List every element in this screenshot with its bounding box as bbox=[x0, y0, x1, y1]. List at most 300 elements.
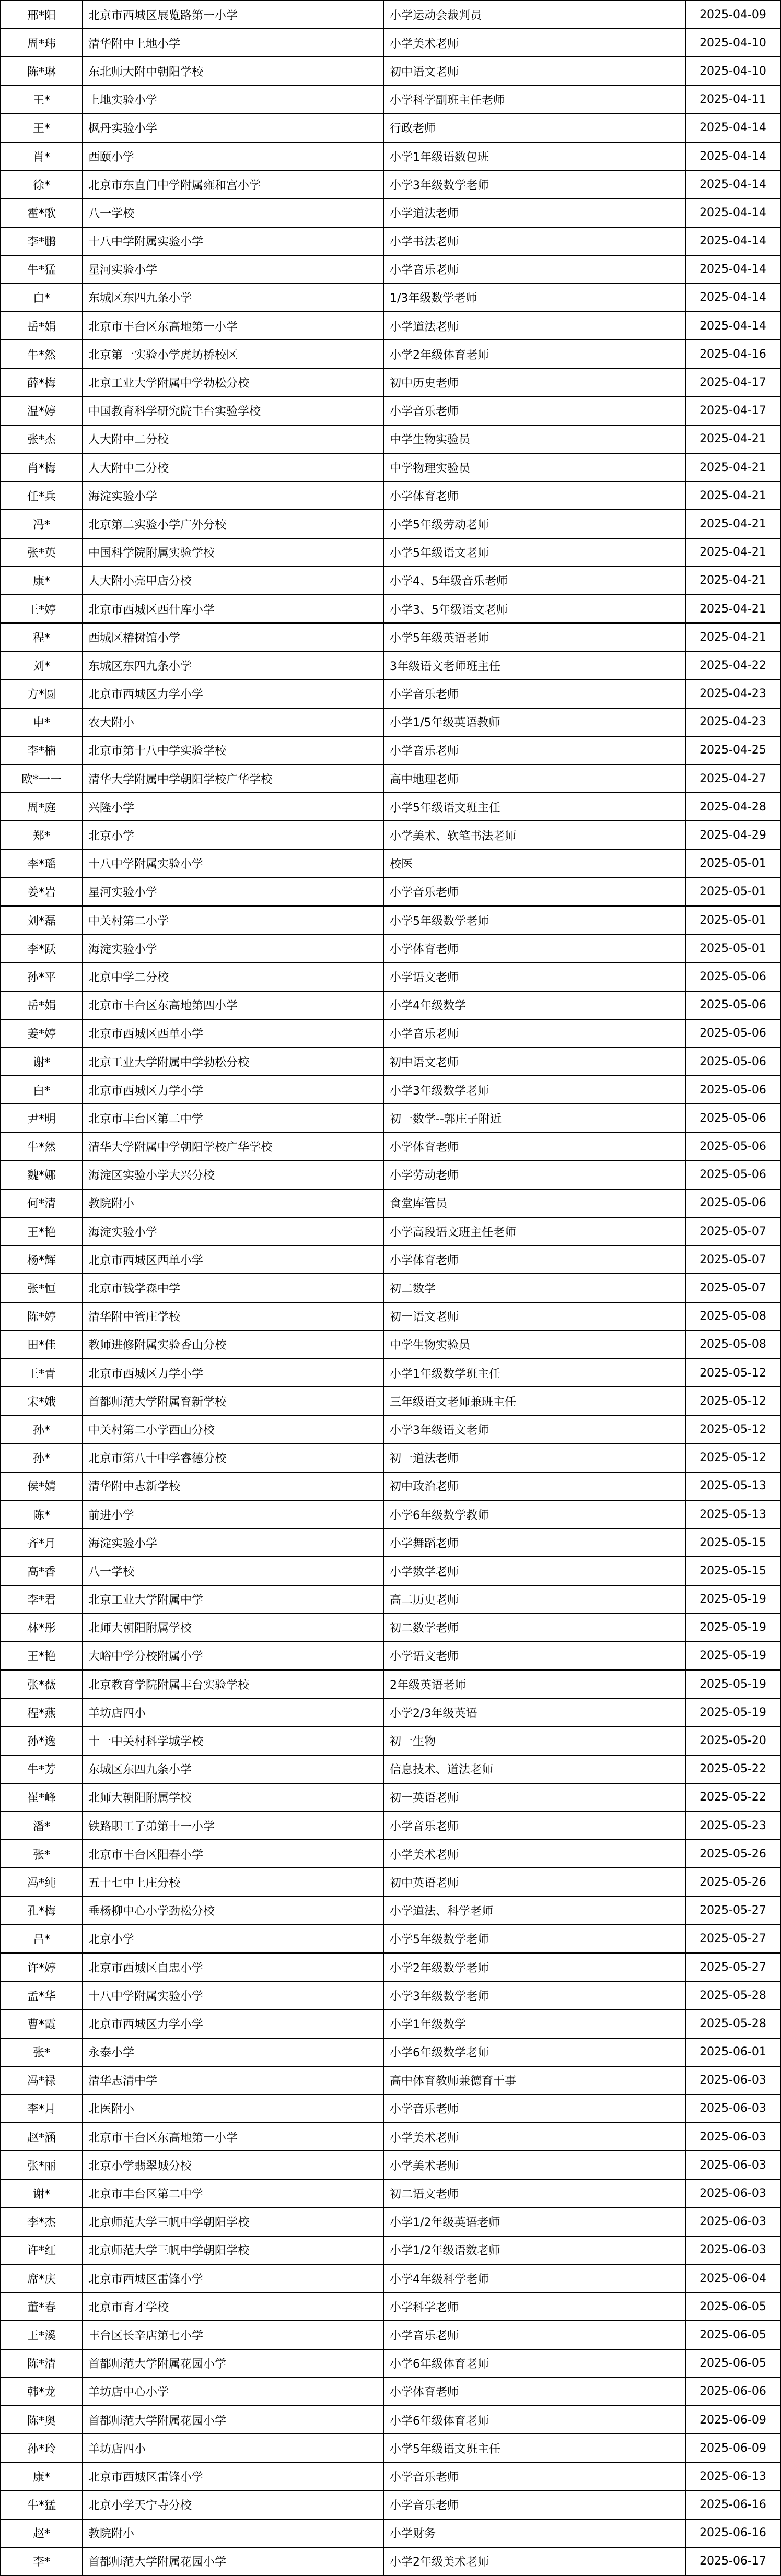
position-cell: 小学音乐老师 bbox=[384, 255, 685, 284]
teacher-name-cell: 杨*辉 bbox=[1, 1245, 83, 1274]
teacher-name-cell: 宋*娥 bbox=[1, 1387, 83, 1415]
table-row bbox=[1, 1048, 780, 1076]
position-cell: 小学2/3年级英语 bbox=[384, 1698, 685, 1726]
school-cell: 北京市第十八中学实验学校 bbox=[83, 736, 384, 764]
teacher-name-cell: 王*青 bbox=[1, 1359, 83, 1387]
table-row bbox=[1, 2179, 780, 2207]
school-cell: 北京市丰台区阳春小学 bbox=[83, 1840, 384, 1868]
date-cell: 2025-04-11 bbox=[685, 86, 780, 114]
school-cell: 首都师范大学附属花园小学 bbox=[83, 2547, 384, 2575]
position-cell: 小学道法老师 bbox=[384, 312, 685, 340]
date-cell: 2025-04-21 bbox=[685, 481, 780, 510]
position-cell: 中学物理实验员 bbox=[384, 453, 685, 481]
school-cell: 枫丹实验小学 bbox=[83, 114, 384, 142]
date-cell: 2025-04-10 bbox=[685, 29, 780, 57]
date-cell: 2025-06-09 bbox=[685, 2434, 780, 2462]
date-cell: 2025-06-03 bbox=[685, 2236, 780, 2264]
school-cell: 海淀实验小学 bbox=[83, 1528, 384, 1557]
table-row bbox=[1, 1642, 780, 1670]
position-cell: 小学2年级数学老师 bbox=[384, 1953, 685, 1981]
school-cell: 北京市西城区雷锋小学 bbox=[83, 2264, 384, 2292]
table-row bbox=[1, 1331, 780, 1359]
table-row bbox=[1, 397, 780, 425]
position-cell: 小学财务 bbox=[384, 2519, 685, 2547]
table-row bbox=[1, 1868, 780, 1896]
school-cell: 清华附中志新学校 bbox=[83, 1472, 384, 1500]
position-cell: 1/3年级数学老师 bbox=[384, 284, 685, 312]
date-cell: 2025-05-06 bbox=[685, 962, 780, 991]
teacher-name-cell: 薛*梅 bbox=[1, 368, 83, 396]
teacher-name-cell: 冯* bbox=[1, 510, 83, 538]
table-row bbox=[1, 114, 780, 142]
table-row bbox=[1, 1133, 780, 1161]
table-row bbox=[1, 1981, 780, 2009]
table-row bbox=[1, 2123, 780, 2151]
teacher-name-cell: 牛*然 bbox=[1, 1133, 83, 1161]
teacher-name-cell: 牛*猛 bbox=[1, 2491, 83, 2519]
school-cell: 北医附小 bbox=[83, 2095, 384, 2123]
table-row bbox=[1, 1189, 780, 1217]
teacher-name-cell: 许*红 bbox=[1, 2236, 83, 2264]
position-cell: 初中英语老师 bbox=[384, 1868, 685, 1896]
school-cell: 海淀区实验小学大兴分校 bbox=[83, 1161, 384, 1189]
date-cell: 2025-05-08 bbox=[685, 1302, 780, 1331]
position-cell: 小学美术、软笔书法老师 bbox=[384, 821, 685, 849]
position-cell: 小学语文老师 bbox=[384, 962, 685, 991]
table-row bbox=[1, 1359, 780, 1387]
table-row bbox=[1, 1953, 780, 1981]
date-cell: 2025-04-21 bbox=[685, 453, 780, 481]
table-row bbox=[1, 2151, 780, 2179]
position-cell: 高中地理老师 bbox=[384, 764, 685, 793]
date-cell: 2025-05-19 bbox=[685, 1614, 780, 1642]
table-row bbox=[1, 510, 780, 538]
date-cell: 2025-05-13 bbox=[685, 1472, 780, 1500]
teacher-name-cell: 孟*华 bbox=[1, 1981, 83, 2009]
table-row bbox=[1, 623, 780, 651]
position-cell: 小学美术老师 bbox=[384, 2123, 685, 2151]
date-cell: 2025-04-21 bbox=[685, 595, 780, 623]
date-cell: 2025-06-03 bbox=[685, 2095, 780, 2123]
teacher-name-cell: 陈*奥 bbox=[1, 2406, 83, 2434]
date-cell: 2025-04-25 bbox=[685, 736, 780, 764]
teacher-name-cell: 岳*娟 bbox=[1, 991, 83, 1019]
table-row bbox=[1, 538, 780, 567]
school-cell: 十八中学附属实验小学 bbox=[83, 850, 384, 878]
teacher-name-cell: 孙*逸 bbox=[1, 1726, 83, 1755]
table-row bbox=[1, 2095, 780, 2123]
date-cell: 2025-04-14 bbox=[685, 284, 780, 312]
school-cell: 北京教育学院附属丰台实验学校 bbox=[83, 1670, 384, 1698]
school-cell: 北京第二实验小学广外分校 bbox=[83, 510, 384, 538]
position-cell: 中学生物实验员 bbox=[384, 425, 685, 453]
date-cell: 2025-04-21 bbox=[685, 623, 780, 651]
position-cell: 小学3年级数学老师 bbox=[384, 1981, 685, 2009]
position-cell: 小学音乐老师 bbox=[384, 736, 685, 764]
date-cell: 2025-05-27 bbox=[685, 1953, 780, 1981]
table-row bbox=[1, 312, 780, 340]
position-cell: 行政老师 bbox=[384, 114, 685, 142]
teacher-name-cell: 韩*龙 bbox=[1, 2378, 83, 2406]
position-cell: 小学科学副班主任老师 bbox=[384, 86, 685, 114]
teacher-name-cell: 李*跃 bbox=[1, 934, 83, 962]
date-cell: 2025-05-15 bbox=[685, 1557, 780, 1585]
position-cell: 小学体育老师 bbox=[384, 1133, 685, 1161]
teacher-name-cell: 王* bbox=[1, 86, 83, 114]
date-cell: 2025-05-19 bbox=[685, 1670, 780, 1698]
table-row bbox=[1, 1415, 780, 1443]
date-cell: 2025-06-03 bbox=[685, 2208, 780, 2236]
date-cell: 2025-05-20 bbox=[685, 1726, 780, 1755]
school-cell: 羊坊店四小 bbox=[83, 2434, 384, 2462]
position-cell: 小学6年级体育老师 bbox=[384, 2406, 685, 2434]
position-cell: 3年级语文老师班主任 bbox=[384, 651, 685, 679]
position-cell: 小学音乐老师 bbox=[384, 1812, 685, 1840]
date-cell: 2025-04-21 bbox=[685, 538, 780, 567]
date-cell: 2025-04-28 bbox=[685, 793, 780, 821]
school-cell: 北师大朝阳附属学校 bbox=[83, 1783, 384, 1812]
teacher-name-cell: 潘* bbox=[1, 1812, 83, 1840]
school-cell: 上地实验小学 bbox=[83, 86, 384, 114]
table-row bbox=[1, 878, 780, 906]
table-row bbox=[1, 368, 780, 396]
school-cell: 十八中学附属实验小学 bbox=[83, 227, 384, 255]
table-row bbox=[1, 1698, 780, 1726]
date-cell: 2025-04-09 bbox=[685, 1, 780, 29]
position-cell: 小学5年级英语老师 bbox=[384, 623, 685, 651]
date-cell: 2025-04-17 bbox=[685, 397, 780, 425]
school-cell: 人大附小亮甲店分校 bbox=[83, 567, 384, 595]
teacher-name-cell: 高*香 bbox=[1, 1557, 83, 1585]
school-cell: 北京市西城区雷锋小学 bbox=[83, 2462, 384, 2490]
position-cell: 小学3年级数学老师 bbox=[384, 1076, 685, 1104]
table-row bbox=[1, 1274, 780, 1302]
date-cell: 2025-04-23 bbox=[685, 708, 780, 736]
school-cell: 八一学校 bbox=[83, 1557, 384, 1585]
school-cell: 北京市丰台区东高地第四小学 bbox=[83, 991, 384, 1019]
position-cell: 初一道法老师 bbox=[384, 1444, 685, 1472]
school-cell: 中关村第二小学 bbox=[83, 906, 384, 934]
teacher-name-cell: 任*兵 bbox=[1, 481, 83, 510]
position-cell: 小学体育老师 bbox=[384, 481, 685, 510]
position-cell: 小学美术老师 bbox=[384, 1840, 685, 1868]
position-cell: 小学2年级美术老师 bbox=[384, 2547, 685, 2575]
teacher-name-cell: 赵* bbox=[1, 2519, 83, 2547]
school-cell: 教院附小 bbox=[83, 1189, 384, 1217]
teacher-name-cell: 肖* bbox=[1, 142, 83, 170]
date-cell: 2025-05-08 bbox=[685, 1331, 780, 1359]
table-row bbox=[1, 1726, 780, 1755]
position-cell: 小学1/2年级语数老师 bbox=[384, 2236, 685, 2264]
table-row bbox=[1, 142, 780, 170]
table-row bbox=[1, 1302, 780, 1331]
table-row bbox=[1, 991, 780, 1019]
position-cell: 小学高段语文班主任老师 bbox=[384, 1217, 685, 1245]
table-row bbox=[1, 1387, 780, 1415]
teacher-name-cell: 姜*岩 bbox=[1, 878, 83, 906]
table-row bbox=[1, 2292, 780, 2321]
table-row bbox=[1, 1614, 780, 1642]
date-cell: 2025-04-14 bbox=[685, 255, 780, 284]
table-row bbox=[1, 2378, 780, 2406]
table-row bbox=[1, 29, 780, 57]
position-cell: 小学6年级数学教师 bbox=[384, 1500, 685, 1528]
date-cell: 2025-05-23 bbox=[685, 1812, 780, 1840]
position-cell: 小学体育老师 bbox=[384, 1245, 685, 1274]
teacher-name-cell: 邢*阳 bbox=[1, 1, 83, 29]
teacher-name-cell: 张*恒 bbox=[1, 1274, 83, 1302]
school-cell: 垂杨柳中心小学劲松分校 bbox=[83, 1897, 384, 1925]
position-cell: 小学2年级体育老师 bbox=[384, 340, 685, 368]
school-cell: 清华大学附属中学朝阳学校广华学校 bbox=[83, 764, 384, 793]
teacher-name-cell: 周*庭 bbox=[1, 793, 83, 821]
position-cell: 高二历史老师 bbox=[384, 1585, 685, 1614]
position-cell: 小学6年级数学老师 bbox=[384, 2038, 685, 2066]
school-cell: 海淀实验小学 bbox=[83, 934, 384, 962]
table-row bbox=[1, 934, 780, 962]
table-row bbox=[1, 2406, 780, 2434]
table-row bbox=[1, 1557, 780, 1585]
teacher-name-cell: 林*彤 bbox=[1, 1614, 83, 1642]
teacher-name-cell: 谢* bbox=[1, 1048, 83, 1076]
teacher-name-cell: 方*圆 bbox=[1, 680, 83, 708]
date-cell: 2025-06-05 bbox=[685, 2292, 780, 2321]
teacher-name-cell: 欧*一一 bbox=[1, 764, 83, 793]
teacher-name-cell: 刘* bbox=[1, 651, 83, 679]
date-cell: 2025-06-03 bbox=[685, 2066, 780, 2095]
position-cell: 小学5年级语文老师 bbox=[384, 538, 685, 567]
teacher-name-cell: 李*月 bbox=[1, 2095, 83, 2123]
date-cell: 2025-06-05 bbox=[685, 2321, 780, 2349]
school-cell: 北京市丰台区第二中学 bbox=[83, 1104, 384, 1132]
date-cell: 2025-04-21 bbox=[685, 510, 780, 538]
teacher-name-cell: 孙*平 bbox=[1, 962, 83, 991]
school-cell: 教院附小 bbox=[83, 2519, 384, 2547]
date-cell: 2025-04-16 bbox=[685, 340, 780, 368]
teacher-name-cell: 田*佳 bbox=[1, 1331, 83, 1359]
position-cell: 小学音乐老师 bbox=[384, 397, 685, 425]
teacher-name-cell: 李* bbox=[1, 2547, 83, 2575]
table-row bbox=[1, 284, 780, 312]
position-cell: 小学美术老师 bbox=[384, 29, 685, 57]
teacher-name-cell: 康* bbox=[1, 2462, 83, 2490]
position-cell: 信息技术、道法老师 bbox=[384, 1755, 685, 1783]
table-row bbox=[1, 821, 780, 849]
date-cell: 2025-06-01 bbox=[685, 2038, 780, 2066]
position-cell: 小学3、5年级语文老师 bbox=[384, 595, 685, 623]
teacher-name-cell: 牛*然 bbox=[1, 340, 83, 368]
table-row bbox=[1, 227, 780, 255]
school-cell: 丰台区长辛店第七小学 bbox=[83, 2321, 384, 2349]
teacher-name-cell: 王*艳 bbox=[1, 1642, 83, 1670]
date-cell: 2025-06-09 bbox=[685, 2406, 780, 2434]
school-cell: 北京第一实验小学虎坊桥校区 bbox=[83, 340, 384, 368]
teacher-name-cell: 王*艳 bbox=[1, 1217, 83, 1245]
school-cell: 兴隆小学 bbox=[83, 793, 384, 821]
date-cell: 2025-04-14 bbox=[685, 227, 780, 255]
position-cell: 初二数学 bbox=[384, 1274, 685, 1302]
date-cell: 2025-05-07 bbox=[685, 1217, 780, 1245]
table-row bbox=[1, 1076, 780, 1104]
position-cell: 小学语文老师 bbox=[384, 1642, 685, 1670]
position-cell: 小学道法老师 bbox=[384, 198, 685, 227]
teacher-name-cell: 冯*纯 bbox=[1, 1868, 83, 1896]
date-cell: 2025-05-12 bbox=[685, 1359, 780, 1387]
date-cell: 2025-04-14 bbox=[685, 114, 780, 142]
teacher-name-cell: 牛*芳 bbox=[1, 1755, 83, 1783]
date-cell: 2025-05-19 bbox=[685, 1698, 780, 1726]
position-cell: 2年级英语老师 bbox=[384, 1670, 685, 1698]
table-row bbox=[1, 2462, 780, 2490]
position-cell: 三年级语文老师兼班主任 bbox=[384, 1387, 685, 1415]
teacher-name-cell: 魏*娜 bbox=[1, 1161, 83, 1189]
table-row bbox=[1, 1528, 780, 1557]
position-cell: 小学音乐老师 bbox=[384, 2095, 685, 2123]
table-row bbox=[1, 2349, 780, 2378]
table-row bbox=[1, 170, 780, 198]
position-cell: 小学5年级语文班主任 bbox=[384, 793, 685, 821]
table-row bbox=[1, 2491, 780, 2519]
position-cell: 高中体育教师兼德育干事 bbox=[384, 2066, 685, 2095]
table-row bbox=[1, 198, 780, 227]
teacher-name-cell: 许*婷 bbox=[1, 1953, 83, 1981]
school-cell: 北京市钱学森中学 bbox=[83, 1274, 384, 1302]
date-cell: 2025-06-16 bbox=[685, 2519, 780, 2547]
school-cell: 中国教育科学研究院丰台实验学校 bbox=[83, 397, 384, 425]
school-cell: 北京市东直门中学附属雍和宫小学 bbox=[83, 170, 384, 198]
school-cell: 中国科学院附属实验学校 bbox=[83, 538, 384, 567]
position-cell: 小学美术老师 bbox=[384, 2151, 685, 2179]
school-cell: 北京市西城区力学小学 bbox=[83, 680, 384, 708]
school-cell: 星河实验小学 bbox=[83, 878, 384, 906]
teacher-name-cell: 李*君 bbox=[1, 1585, 83, 1614]
date-cell: 2025-04-14 bbox=[685, 198, 780, 227]
date-cell: 2025-06-05 bbox=[685, 2349, 780, 2378]
school-cell: 羊坊店四小 bbox=[83, 1698, 384, 1726]
date-cell: 2025-05-19 bbox=[685, 1585, 780, 1614]
date-cell: 2025-05-06 bbox=[685, 1104, 780, 1132]
table-row bbox=[1, 1104, 780, 1132]
teacher-name-cell: 岳*娟 bbox=[1, 312, 83, 340]
school-cell: 北京市丰台区东高地第一小学 bbox=[83, 312, 384, 340]
table-row bbox=[1, 1925, 780, 1953]
school-cell: 首都师范大学附属花园小学 bbox=[83, 2349, 384, 2378]
table-row bbox=[1, 680, 780, 708]
date-cell: 2025-05-06 bbox=[685, 1189, 780, 1217]
table-row bbox=[1, 595, 780, 623]
teacher-name-cell: 程*燕 bbox=[1, 1698, 83, 1726]
school-cell: 东城区东四九条小学 bbox=[83, 1755, 384, 1783]
school-cell: 北京师范大学三帆中学朝阳学校 bbox=[83, 2236, 384, 2264]
table-row bbox=[1, 793, 780, 821]
date-cell: 2025-05-19 bbox=[685, 1642, 780, 1670]
teacher-name-cell: 康* bbox=[1, 567, 83, 595]
teacher-name-cell: 李*杰 bbox=[1, 2208, 83, 2236]
school-cell: 西城区椿树馆小学 bbox=[83, 623, 384, 651]
school-cell: 铁路职工子弟第十一小学 bbox=[83, 1812, 384, 1840]
position-cell: 小学音乐老师 bbox=[384, 2462, 685, 2490]
date-cell: 2025-05-06 bbox=[685, 991, 780, 1019]
date-cell: 2025-04-23 bbox=[685, 680, 780, 708]
table-row bbox=[1, 57, 780, 85]
school-cell: 大峪中学分校附属小学 bbox=[83, 1642, 384, 1670]
position-cell: 初二语文老师 bbox=[384, 2179, 685, 2207]
teacher-name-cell: 张* bbox=[1, 2038, 83, 2066]
position-cell: 小学音乐老师 bbox=[384, 1019, 685, 1048]
school-cell: 北京市西城区展览路第一小学 bbox=[83, 1, 384, 29]
school-cell: 北京中学二分校 bbox=[83, 962, 384, 991]
teacher-name-cell: 王* bbox=[1, 114, 83, 142]
teacher-name-cell: 孔*梅 bbox=[1, 1897, 83, 1925]
date-cell: 2025-05-12 bbox=[685, 1387, 780, 1415]
position-cell: 小学劳动老师 bbox=[384, 1161, 685, 1189]
teacher-name-cell: 谢* bbox=[1, 2179, 83, 2207]
school-cell: 农大附小 bbox=[83, 708, 384, 736]
position-cell: 小学3年级语文老师 bbox=[384, 1415, 685, 1443]
table-row bbox=[1, 1472, 780, 1500]
table-row bbox=[1, 2547, 780, 2575]
table-row bbox=[1, 1500, 780, 1528]
date-cell: 2025-05-06 bbox=[685, 1076, 780, 1104]
position-cell: 小学1年级语数包班 bbox=[384, 142, 685, 170]
date-cell: 2025-05-27 bbox=[685, 1925, 780, 1953]
table-row bbox=[1, 2208, 780, 2236]
table-row bbox=[1, 708, 780, 736]
date-cell: 2025-05-13 bbox=[685, 1500, 780, 1528]
position-cell: 小学音乐老师 bbox=[384, 878, 685, 906]
table-row bbox=[1, 2519, 780, 2547]
date-cell: 2025-05-01 bbox=[685, 878, 780, 906]
position-cell: 小学5年级数学老师 bbox=[384, 906, 685, 934]
school-cell: 北京小学翡翠城分校 bbox=[83, 2151, 384, 2179]
school-cell: 前进小学 bbox=[83, 1500, 384, 1528]
position-cell: 初中政治老师 bbox=[384, 1472, 685, 1500]
date-cell: 2025-05-26 bbox=[685, 1868, 780, 1896]
teacher-name-cell: 周*玮 bbox=[1, 29, 83, 57]
date-cell: 2025-05-28 bbox=[685, 1981, 780, 2009]
school-cell: 北京市丰台区第二中学 bbox=[83, 2179, 384, 2207]
position-cell: 初中历史老师 bbox=[384, 368, 685, 396]
school-cell: 北京市西城区西单小学 bbox=[83, 1245, 384, 1274]
school-cell: 星河实验小学 bbox=[83, 255, 384, 284]
teacher-name-cell: 申* bbox=[1, 708, 83, 736]
date-cell: 2025-05-01 bbox=[685, 850, 780, 878]
school-cell: 首都师范大学附属花园小学 bbox=[83, 2406, 384, 2434]
table-row bbox=[1, 1783, 780, 1812]
school-cell: 北京工业大学附属中学勃松分校 bbox=[83, 368, 384, 396]
position-cell: 小学数学老师 bbox=[384, 1557, 685, 1585]
table-row bbox=[1, 425, 780, 453]
table-row bbox=[1, 1217, 780, 1245]
school-cell: 北京小学 bbox=[83, 821, 384, 849]
position-cell: 初中语文老师 bbox=[384, 57, 685, 85]
school-cell: 十八中学附属实验小学 bbox=[83, 1981, 384, 2009]
table-row bbox=[1, 567, 780, 595]
date-cell: 2025-05-07 bbox=[685, 1274, 780, 1302]
table-body bbox=[1, 1, 780, 2575]
school-cell: 北京小学 bbox=[83, 1925, 384, 1953]
date-cell: 2025-06-17 bbox=[685, 2547, 780, 2575]
teacher-name-cell: 程* bbox=[1, 623, 83, 651]
teacher-name-cell: 张* bbox=[1, 1840, 83, 1868]
date-cell: 2025-05-06 bbox=[685, 1133, 780, 1161]
teacher-name-cell: 陈*清 bbox=[1, 2349, 83, 2378]
table-row bbox=[1, 1444, 780, 1472]
position-cell: 小学书法老师 bbox=[384, 227, 685, 255]
table-row bbox=[1, 2321, 780, 2349]
position-cell: 初一英语老师 bbox=[384, 1783, 685, 1812]
school-cell: 羊坊店中心小学 bbox=[83, 2378, 384, 2406]
